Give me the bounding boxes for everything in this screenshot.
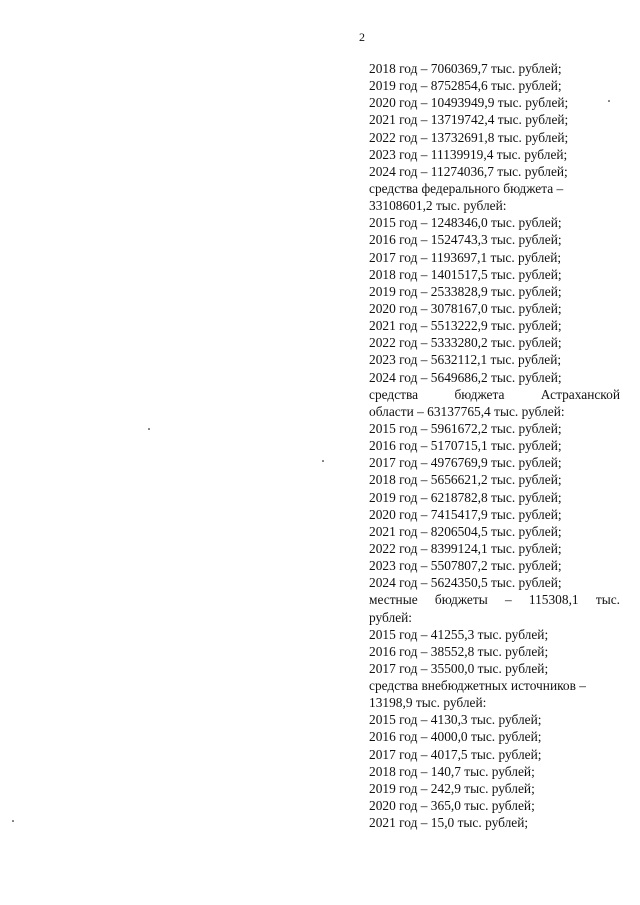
section-heading-continued: рублей: [369, 609, 413, 625]
budget-line: 2016 год – 38552,8 тыс. рублей; [369, 643, 549, 659]
section-heading: средства бюджета Астраханской [369, 386, 620, 402]
budget-line: 2024 год – 5624350,5 тыс. рублей; [369, 575, 562, 591]
budget-line: 2015 год – 5961672,2 тыс. рублей; [369, 420, 562, 436]
page-number: 2 [359, 30, 365, 44]
budget-line: 2015 год – 1248346,0 тыс. рублей; [369, 215, 562, 231]
budget-line: 2019 год – 2533828,9 тыс. рублей; [369, 283, 562, 299]
budget-line: 2023 год – 11139919,4 тыс. рублей; [369, 146, 568, 162]
section-heading: средства внебюджетных источников – [369, 678, 586, 694]
budget-line: 2017 год – 35500,0 тыс. рублей; [369, 660, 549, 676]
budget-line: 2018 год – 5656621,2 тыс. рублей; [369, 472, 562, 488]
budget-line: 2021 год – 15,0 тыс. рублей; [369, 815, 529, 831]
budget-line: 2021 год – 8206504,5 тыс. рублей; [369, 523, 562, 539]
budget-line: 2023 год – 5632112,1 тыс. рублей; [369, 352, 562, 368]
budget-text-block [369, 60, 620, 831]
budget-line: 2019 год – 6218782,8 тыс. рублей; [369, 489, 562, 505]
section-total: области – 63137765,4 тыс. рублей: [369, 403, 565, 419]
budget-line: 2020 год – 365,0 тыс. рублей; [369, 798, 535, 814]
section-heading: средства федерального бюджета – [369, 180, 564, 196]
budget-line: 2017 год – 1193697,1 тыс. рублей; [369, 249, 562, 265]
section-total: 33108601,2 тыс. рублей: [369, 198, 507, 214]
budget-line: 2023 год – 5507807,2 тыс. рублей; [369, 558, 562, 574]
budget-line: 2018 год – 7060369,7 тыс. рублей; [369, 61, 562, 76]
budget-line: 2019 год – 242,9 тыс. рублей; [369, 780, 535, 796]
budget-line: 2018 год – 140,7 тыс. рублей; [369, 763, 535, 779]
budget-line: 2018 год – 1401517,5 тыс. рублей; [369, 266, 562, 282]
budget-line: 2024 год – 5649686,2 тыс. рублей; [369, 369, 562, 385]
budget-line: 2020 год – 7415417,9 тыс. рублей; [369, 506, 562, 522]
budget-line: 2022 год – 8399124,1 тыс. рублей; [369, 540, 562, 556]
budget-line: 2022 год – 5333280,2 тыс. рублей; [369, 335, 562, 351]
budget-line: 2019 год – 8752854,6 тыс. рублей; [369, 78, 562, 94]
budget-line: 2015 год – 41255,3 тыс. рублей; [369, 626, 549, 642]
scan-speck [12, 820, 14, 822]
budget-line: 2021 год – 5513222,9 тыс. рублей; [369, 318, 562, 334]
budget-line: 2017 год – 4976769,9 тыс. рублей; [369, 455, 562, 471]
section-total: 13198,9 тыс. рублей: [369, 695, 487, 711]
scan-speck [608, 100, 610, 102]
budget-line: 2016 год – 1524743,3 тыс. рублей; [369, 232, 562, 248]
budget-line: 2020 год – 10493949,9 тыс. рублей; [369, 95, 569, 111]
budget-line: 2020 год – 3078167,0 тыс. рублей; [369, 300, 562, 316]
budget-line: 2024 год – 11274036,7 тыс. рублей; [369, 163, 568, 179]
scan-speck [148, 428, 150, 430]
budget-line: 2016 год – 4000,0 тыс. рублей; [369, 729, 542, 745]
budget-line: 2021 год – 13719742,4 тыс. рублей; [369, 112, 569, 128]
budget-line: 2022 год – 13732691,8 тыс. рублей; [369, 129, 569, 145]
budget-line: 2016 год – 5170715,1 тыс. рублей; [369, 438, 562, 454]
section-heading: местные бюджеты – 115308,1 тыс. [369, 592, 620, 608]
budget-line: 2017 год – 4017,5 тыс. рублей; [369, 746, 542, 762]
budget-line: 2015 год – 4130,3 тыс. рублей; [369, 712, 542, 728]
scan-speck [322, 460, 324, 462]
